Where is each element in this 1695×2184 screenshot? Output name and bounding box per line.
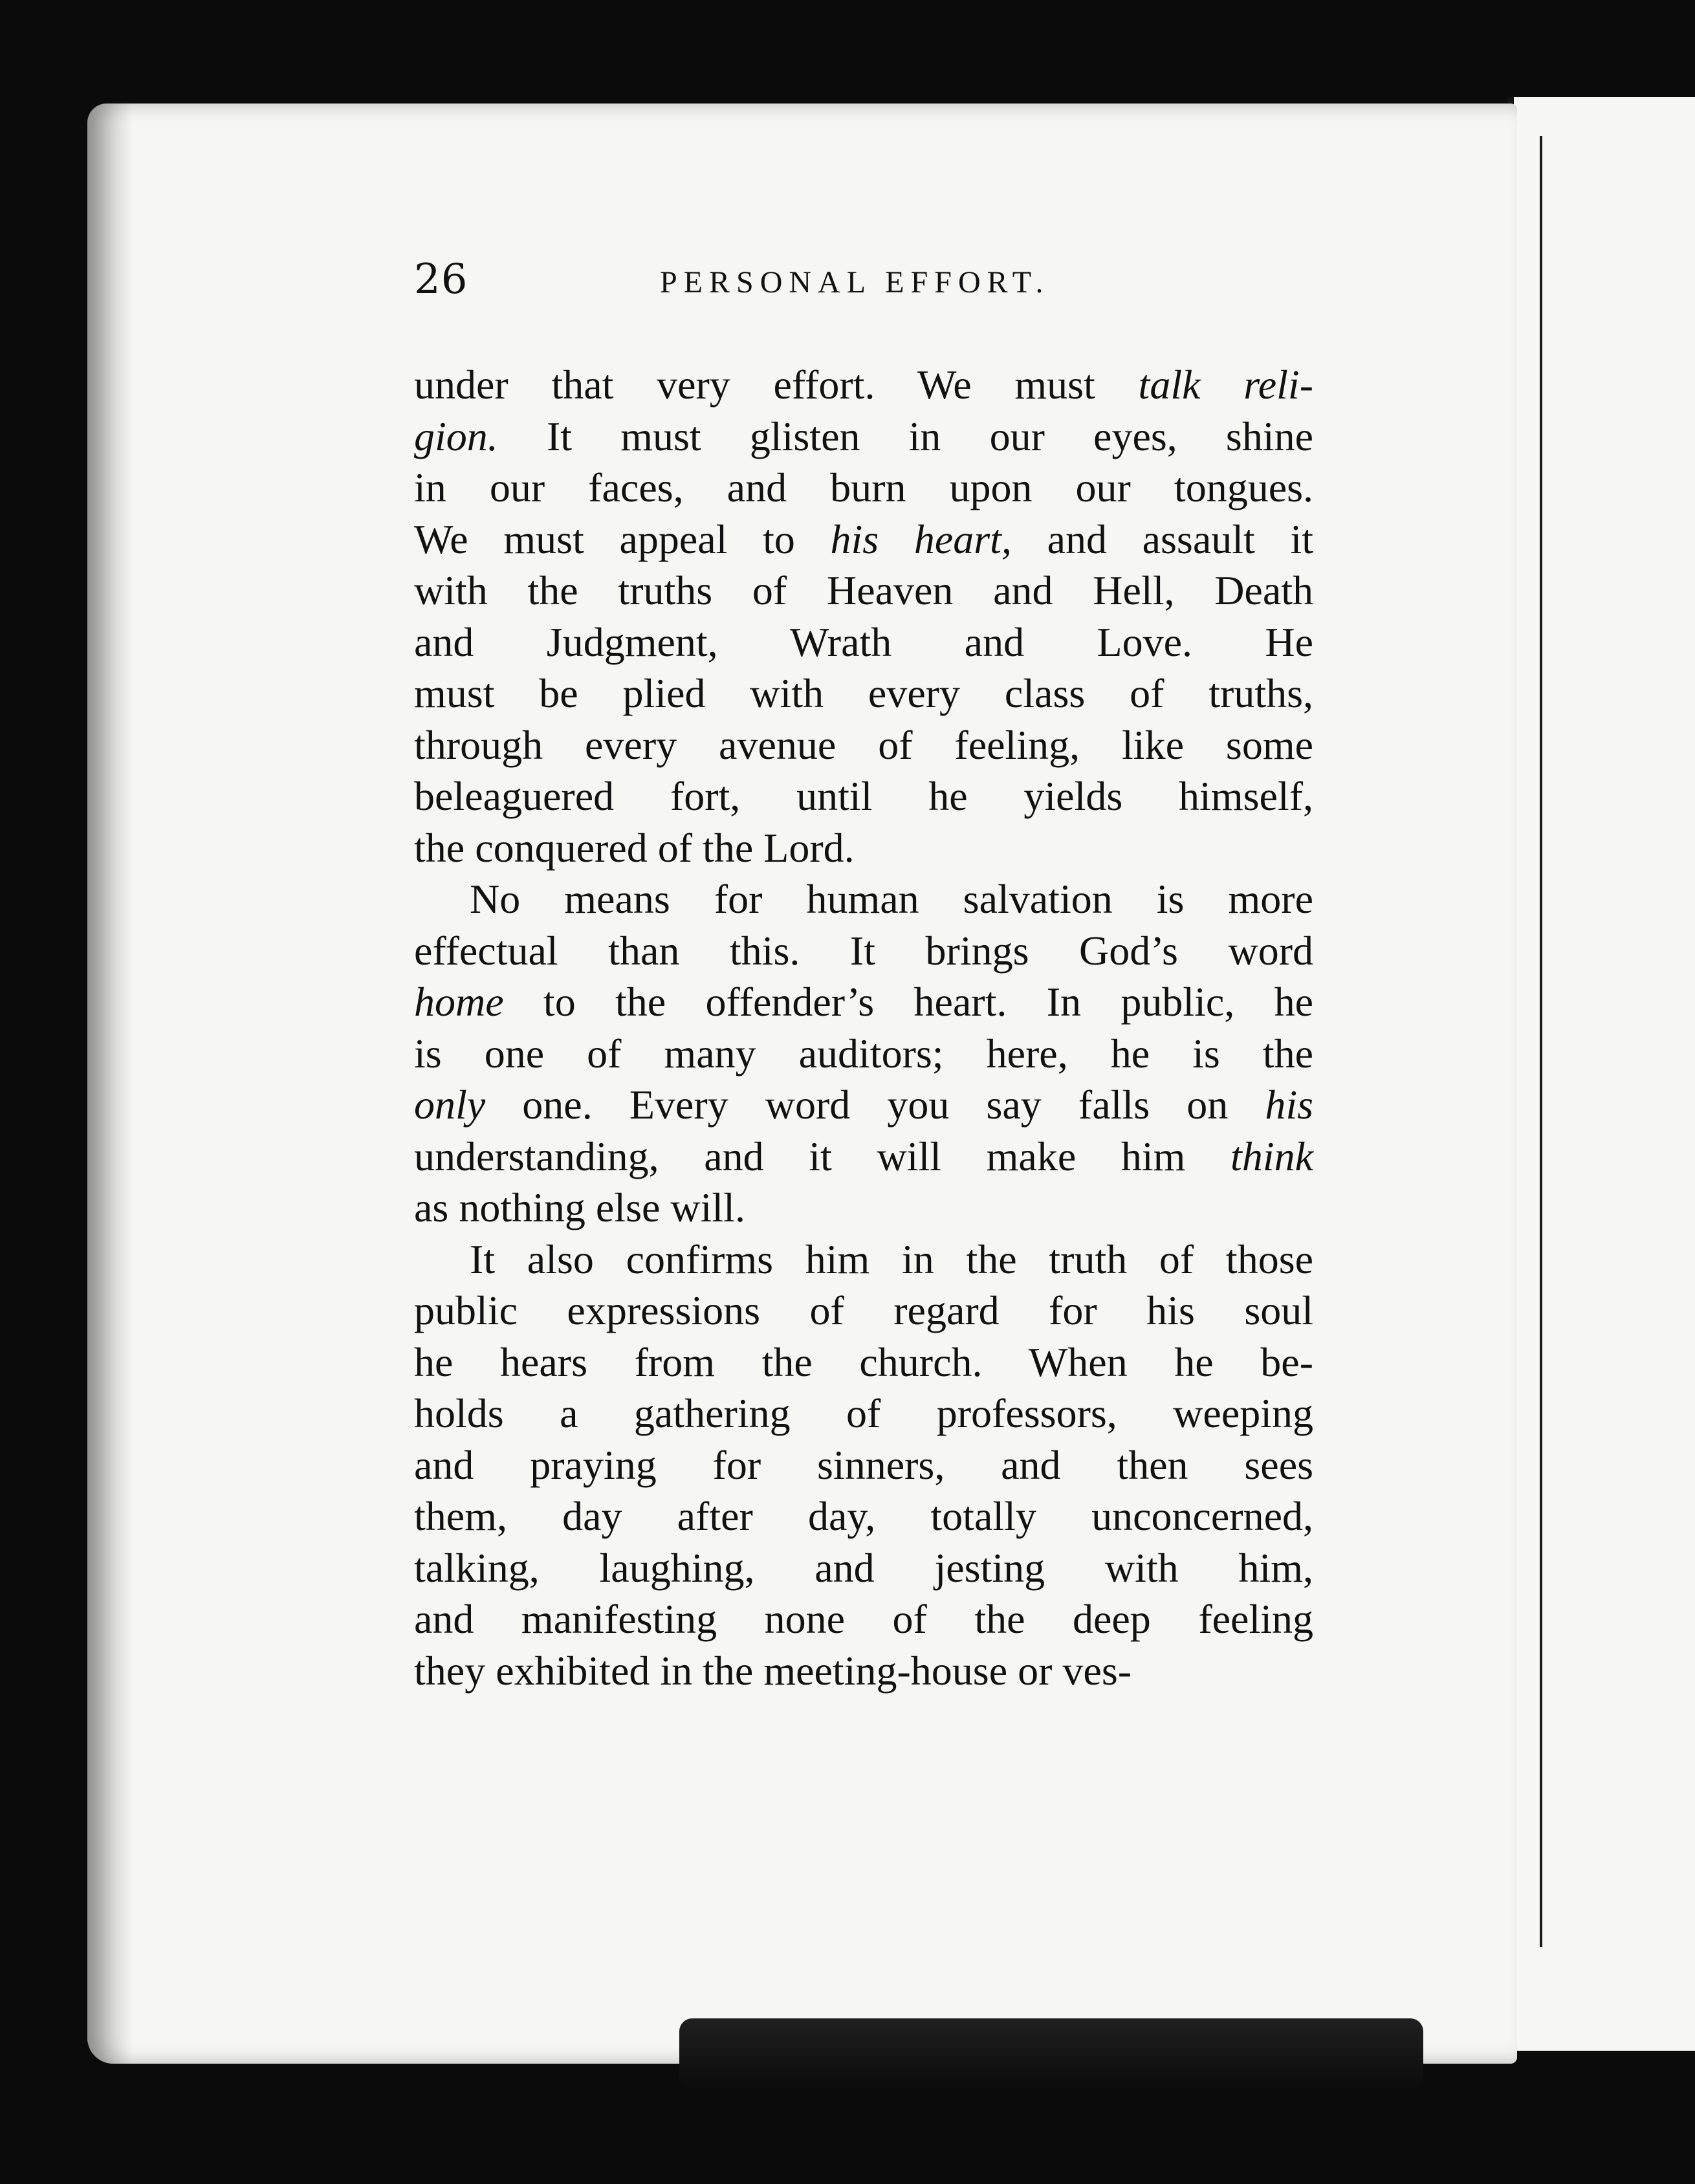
text-line: under that very effort. We must talk reli- [414,362,1314,408]
adjacent-page-edge [1507,97,1695,2051]
text-line: with the truths of Heaven and Hell, Death [414,567,1313,613]
binding-shadow [87,104,133,2064]
text-line: home to the offender’s heart. In public, he [414,979,1313,1025]
page-number: 26 [414,256,468,303]
italic-text: think [1230,1133,1313,1179]
text-line: talking, laughing, and jesting with him, [414,1544,1313,1591]
running-head [414,256,1320,314]
italic-text: home [414,979,504,1025]
text-line: only one. Every word you say falls on his [414,1082,1313,1128]
body-text [414,359,1313,1696]
text-line: and manifesting none of the deep feeling [414,1596,1313,1642]
text-line: them, day after day, totally unconcerned, [414,1493,1313,1539]
text-line: It also confirms him in the truth of those [470,1236,1313,1282]
italic-text: his heart, [830,516,1012,562]
text-line: in our faces, and burn upon our tongues. [414,464,1313,510]
page-gutter-line [1540,136,1542,1947]
scanner-shadow [679,2018,1423,2090]
text-line: and Judgment, Wrath and Love. He [414,618,1313,665]
text-line: gion. It must glisten in our eyes, shine [414,413,1313,459]
text-line: he hears from the church. When he be- [414,1338,1313,1385]
italic-text: talk reli- [1138,362,1314,408]
text-line: as nothing else will. [414,1185,745,1230]
text-line: We must appeal to his heart, and assault it [414,516,1313,562]
text-line: and praying for sinners, and then sees [414,1441,1313,1488]
text-line: effectual than this. It brings God’s word [414,927,1313,974]
text-line: understanding, and it will make him think [414,1133,1313,1179]
running-title: PERSONAL EFFORT. [660,265,1050,300]
text-line: must be plied with every class of truths, [414,670,1313,716]
italic-text: his [1265,1082,1313,1128]
text-line: is one of many auditors; here, he is the [414,1030,1313,1076]
text-line: the conquered of the Lord. [414,824,855,871]
text-line: they exhibited in the meeting-house or ves- [414,1647,1132,1694]
italic-text: only [414,1082,486,1128]
text-line: No means for human salvation is more [470,876,1313,922]
text-line: public expressions of regard for his soul [414,1287,1313,1333]
text-line: holds a gathering of professors, weeping [414,1390,1313,1436]
text-line: through every avenue of feeling, like some [414,721,1313,768]
text-line: beleaguered fort, until he yields himself, [414,773,1313,819]
italic-text: gion. [414,413,498,459]
